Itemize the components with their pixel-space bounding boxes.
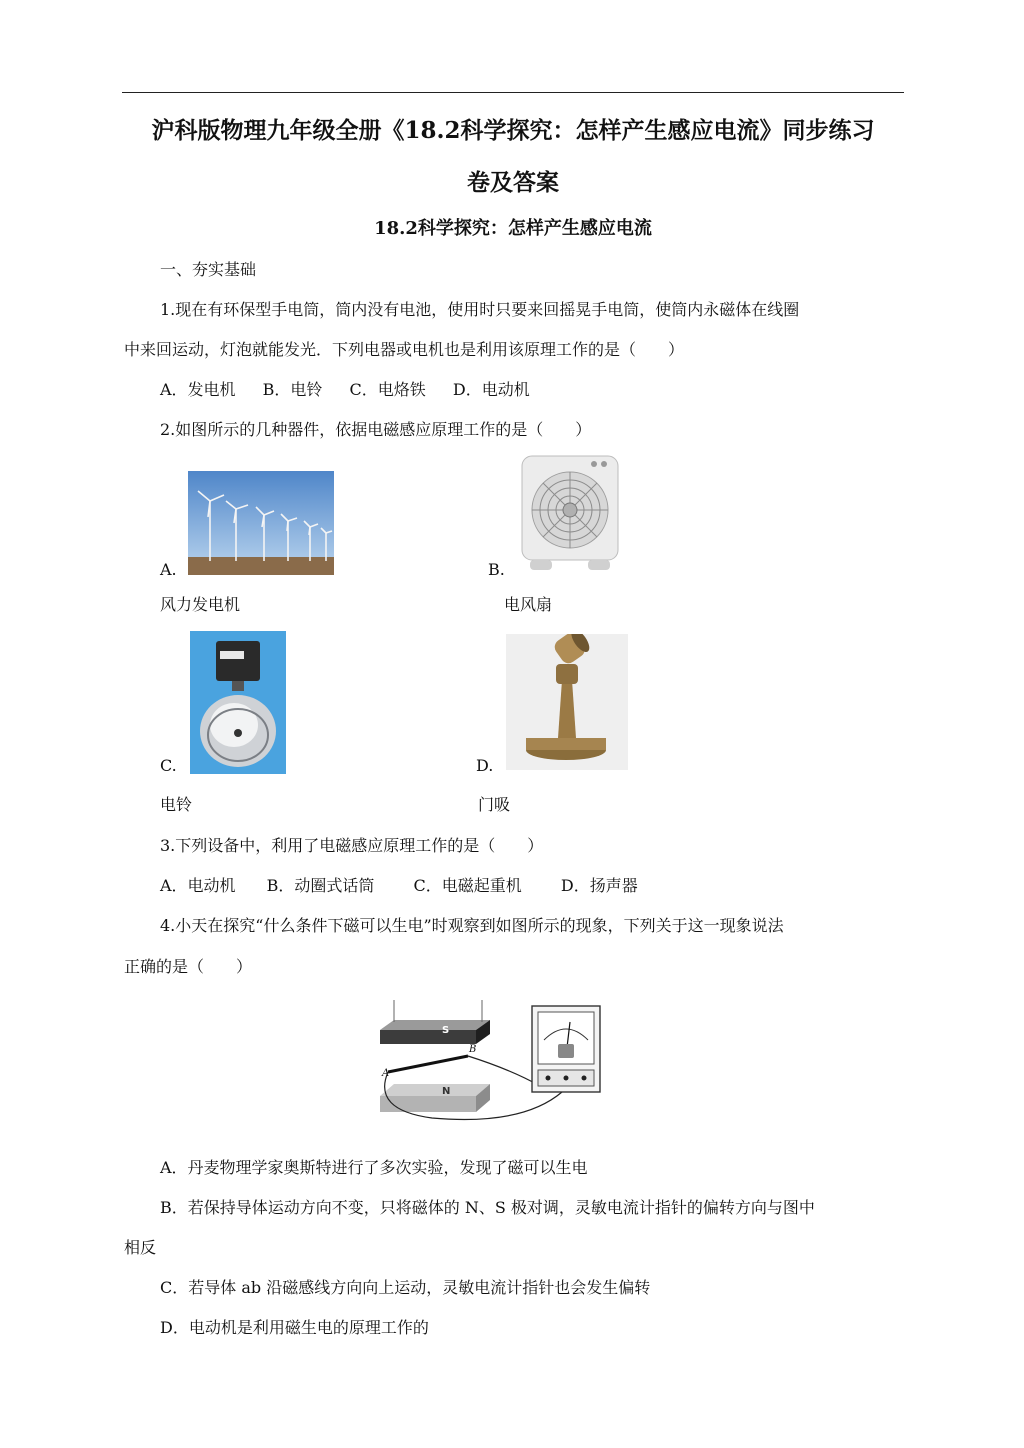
section-heading: 一、夯实基础 [160,260,257,279]
q1-option-c: C．电烙铁 [349,380,426,399]
q4-option-a: A．丹麦物理学家奥斯特进行了多次实验，发现了磁可以生电 [160,1158,588,1177]
q2-option-d-letter: D. [476,756,494,775]
q1-option-d: D．电动机 [452,380,530,399]
q2-option-c-letter: C. [160,756,177,775]
q1-stem-line1: 1.现在有环保型手电筒，筒内没有电池，使用时只要来回摇晃手电筒，使筒内永磁体在线圈 [160,300,800,319]
q2-option-c-caption: 电铃 [160,795,193,814]
q4-option-c: C．若导体 ab 沿磁感线方向向上运动，灵敏电流计指针也会发生偏转 [160,1278,651,1297]
q4-stem-line1: 4.小天在探究“什么条件下磁可以生电”时观察到如图所示的现象，下列关于这一现象说法 [160,916,784,935]
q1-options [160,377,552,400]
electromagnetic-induction-diagram [372,1000,612,1128]
q3-option-a: A．电动机 [160,876,236,895]
q3-stem: 3.下列设备中，利用了电磁感应原理工作的是（ ） [160,836,544,855]
q2-option-d-caption: 门吸 [478,795,511,814]
door-stop-image [506,634,628,770]
q4-option-b-line1: B．若保持导体运动方向不变，只将磁体的 N、S 极对调，灵敏电流计指针的偏转方向与图中 [160,1198,815,1217]
magnet-s-label: S [442,1025,450,1036]
q1-option-a: A．发电机 [160,380,236,399]
wind-turbine-image [188,471,334,575]
q4-option-d: D．电动机是利用磁生电的原理工作的 [160,1318,429,1337]
q4-option-b-line2: 相反 [124,1238,157,1257]
point-a-label: A [382,1068,390,1079]
header-rule [122,92,904,93]
q3-options [160,873,660,896]
point-b-label: B [469,1044,477,1055]
q2-option-a-letter: A. [160,560,177,579]
electric-bell-image [190,631,286,774]
q2-option-b-letter: B. [488,560,505,579]
q2-option-b-caption: 电风扇 [504,595,553,614]
doc-title-line2: 卷及答案 [467,169,559,196]
doc-subtitle: 18.2科学探究：怎样产生感应电流 [374,218,652,239]
q1-stem-line2: 中来回运动，灯泡就能发光．下列电器或电机也是利用该原理工作的是（ ） [124,340,685,359]
q3-option-c: C．电磁起重机 [413,876,522,895]
doc-title-line1: 沪科版物理九年级全册《18.2科学探究：怎样产生感应电流》同步练习 [151,117,875,144]
electric-fan-image [518,452,622,574]
magnet-n-label: N [442,1086,451,1097]
q3-option-b: B．动圈式话筒 [266,876,375,895]
q2-option-a-caption: 风力发电机 [160,595,241,614]
q2-stem: 2.如图所示的几种器件，依据电磁感应原理工作的是（ ） [160,420,592,439]
q4-stem-line2: 正确的是（ ） [124,957,253,976]
q3-option-d: D．扬声器 [560,876,638,895]
q1-option-b: B．电铃 [262,380,323,399]
